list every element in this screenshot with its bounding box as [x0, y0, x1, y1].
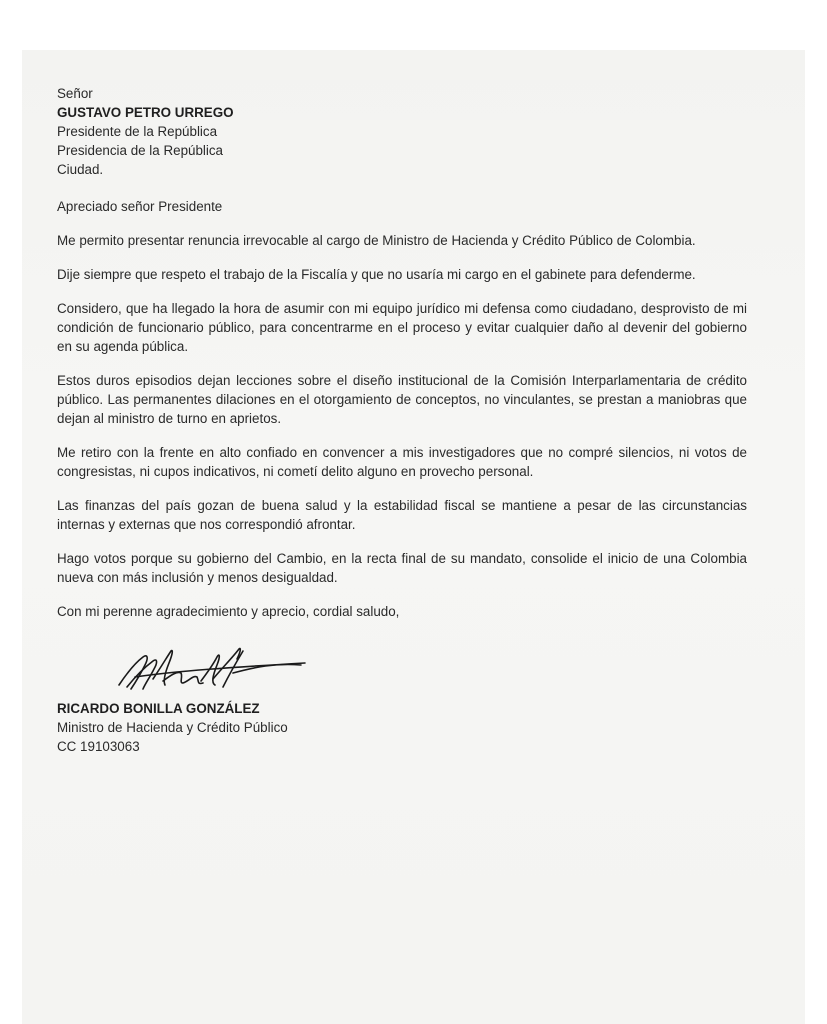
signature-area: [57, 637, 747, 699]
handwritten-signature: [105, 637, 345, 701]
paragraph-retirement: Me retiro con la frente en alto confiado en convencer a mis investigadores que no compré silencios, ni votos de congresistas, ni cupos indicativos, ni cometí delito alguno en provecho personal.: [57, 445, 747, 479]
signer-name: RICARDO BONILLA GONZÁLEZ: [57, 701, 260, 716]
recipient-salutation-title: Señor: [57, 86, 93, 101]
recipient-city: Ciudad.: [57, 162, 104, 177]
paragraph-defense: Considero, que ha llegado la hora de asumir con mi equipo jurídico mi defensa como ciudadano, desprovisto de mi condición de funcionario público, para concentrarme en el proceso y evitar cualquier daño al devenir del gobierno en su agenda pública.: [57, 301, 747, 354]
recipient-name: GUSTAVO PETRO URREGO: [57, 105, 234, 120]
recipient-block: [57, 84, 747, 179]
letter-body: [57, 84, 747, 756]
paragraph-wishes: Hago votos porque su gobierno del Cambio, en la recta final de su mandato, consolide el inicio de una Colombia nueva con más inclusión y menos desigualdad.: [57, 551, 747, 585]
recipient-office: Presidencia de la República: [57, 143, 223, 158]
paragraph-fiscalia: Dije siempre que respeto el trabajo de la Fiscalía y que no usaría mi cargo en el gabinete para defenderme.: [57, 267, 696, 282]
paragraph-finances: Las finanzas del país gozan de buena salud y la estabilidad fiscal se mantiene a pesar de las circunstancias internas y externas que nos correspondió afrontar.: [57, 498, 747, 532]
paragraph-resignation: Me permito presentar renuncia irrevocable al cargo de Ministro de Hacienda y Crédito Público de Colombia.: [57, 233, 696, 248]
signer-id: CC 19103063: [57, 739, 140, 754]
recipient-position: Presidente de la República: [57, 124, 218, 139]
signer-block: [57, 699, 747, 756]
paragraph-lessons: Estos duros episodios dejan lecciones sobre el diseño institucional de la Comisión Interparlamentaria de crédito público. Las permanentes dilaciones en el otorgamiento de conceptos, no vinculantes, se prestan a maniobras que dejan al ministro de turno en aprietos.: [57, 373, 747, 426]
signer-position: Ministro de Hacienda y Crédito Público: [57, 720, 288, 735]
greeting: Apreciado señor Presidente: [57, 199, 223, 214]
closing: Con mi perenne agradecimiento y aprecio, cordial saludo,: [57, 604, 400, 619]
